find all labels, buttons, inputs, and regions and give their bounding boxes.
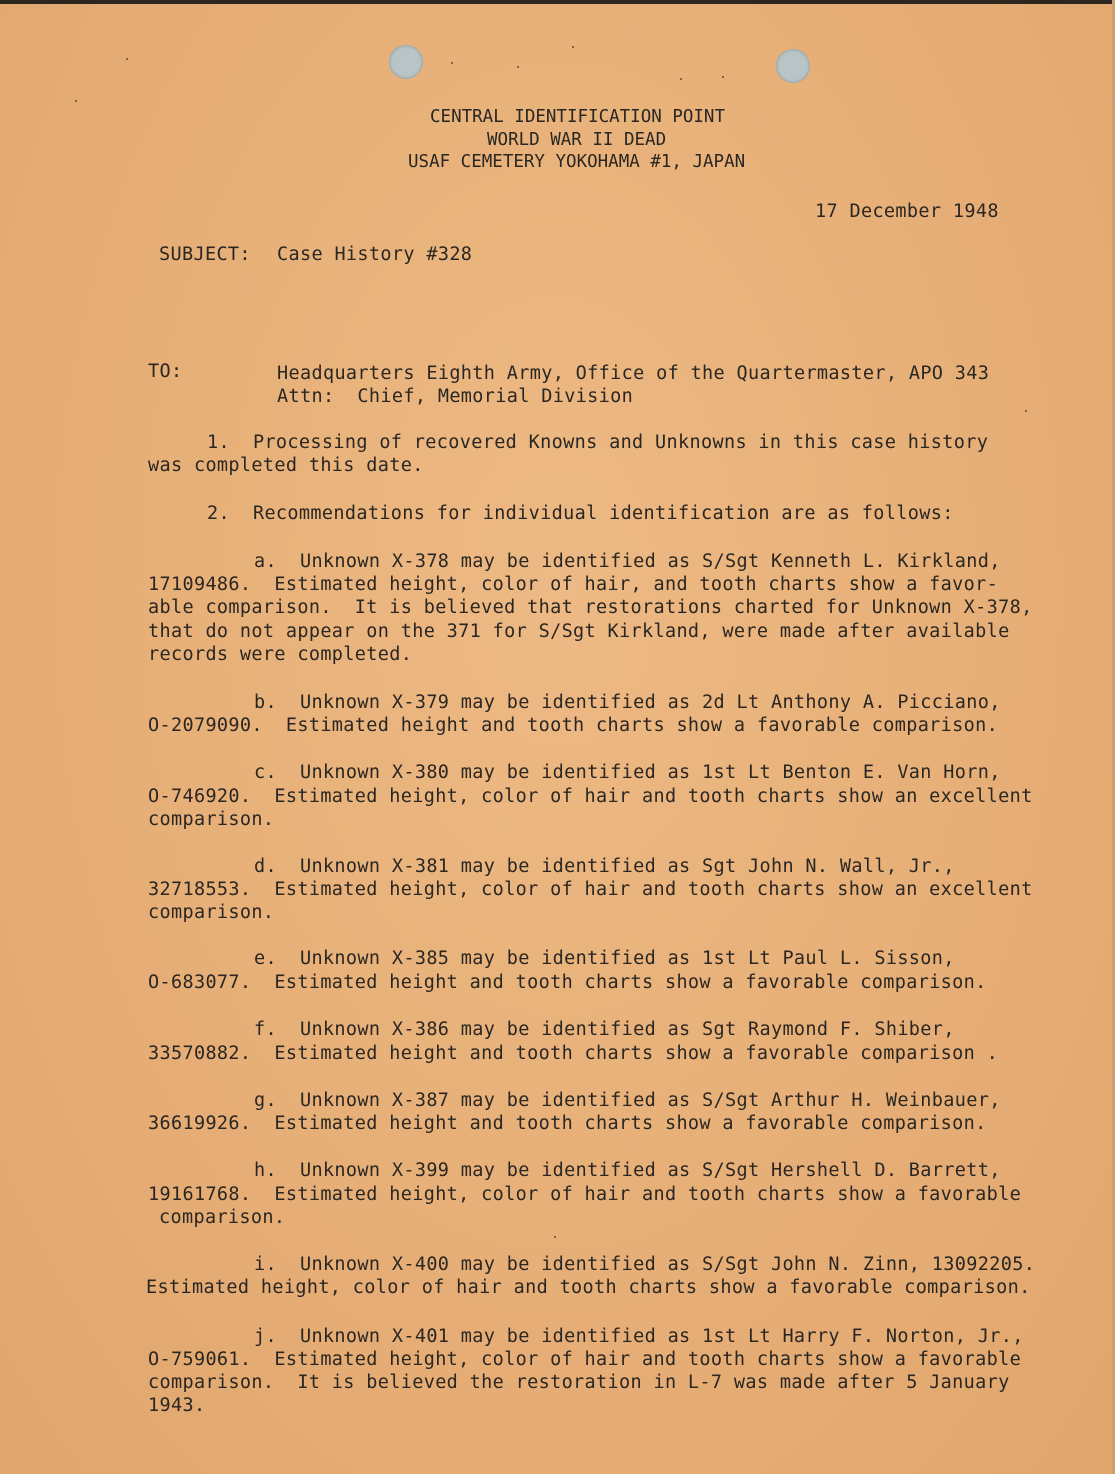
item-h-line-1: h. Unknown X-399 may be identified as S/Sgt Hershell D. Barrett, [254,1160,1001,1181]
subject-value: Case History #328 [277,244,473,265]
item-f-line-2: 33570882. Estimated height and tooth charts show a favorable comparison . [148,1043,999,1064]
to-address-line-1: Headquarters Eighth Army, Office of the Quartermaster, APO 343 [277,363,990,384]
item-h-line-3: comparison. [159,1207,286,1228]
item-i-line-2: Estimated height, color of hair and tooth charts show a favorable comparison. [146,1277,1031,1298]
speck [451,62,453,64]
punch-hole-right [776,49,810,83]
speck [572,46,574,48]
item-g-line-2: 36619926. Estimated height and tooth charts show a favorable comparison. [148,1113,987,1134]
punch-hole-left [389,45,423,79]
item-h-line-2: 19161768. Estimated height, color of hair and tooth charts show a favorable [148,1184,1022,1205]
item-d-line-2: 32718553. Estimated height, color of hair and tooth charts show an excellent [148,879,1033,900]
item-a-line-2: 17109486. Estimated height, color of hair, and tooth charts show a favor- [148,574,999,595]
speck [554,1236,556,1238]
subject-label: SUBJECT: [159,244,251,265]
speck [1025,410,1027,412]
item-a-line-1: a. Unknown X-378 may be identified as S/Sgt Kenneth L. Kirkland, [254,551,1001,572]
item-d-line-3: comparison. [148,902,275,923]
speck [517,66,519,68]
letterhead-line-3: USAF CEMETERY YOKOHAMA #1, JAPAN [408,152,746,172]
item-f-line-1: f. Unknown X-386 may be identified as Sgt Raymond F. Shiber, [254,1019,955,1040]
to-label: TO: [148,361,183,382]
item-j-line-4: 1943. [148,1395,206,1416]
letterhead-line-1: CENTRAL IDENTIFICATION POINT [430,107,726,127]
item-c-line-1: c. Unknown X-380 may be identified as 1st Lt Benton E. Van Horn, [254,762,1001,783]
item-d-line-1: d. Unknown X-381 may be identified as Sgt John N. Wall, Jr., [254,856,955,877]
speck [75,100,77,102]
item-i-line-1: i. Unknown X-400 may be identified as S/Sgt John N. Zinn, 13092205. [254,1254,1036,1275]
speck [680,78,682,80]
item-j-line-1: j. Unknown X-401 may be identified as 1st Lt Harry F. Norton, Jr., [254,1326,1024,1347]
paragraph-1-line-2: was completed this date. [148,455,424,476]
to-address-line-2: Attn: Chief, Memorial Division [277,386,634,407]
item-c-line-2: O-746920. Estimated height, color of hair and tooth charts show an excellent [148,786,1033,807]
item-c-line-3: comparison. [148,809,275,830]
item-j-line-3: comparison. It is believed the restoration in L-7 was made after 5 January [148,1372,1010,1393]
page-top-edge [0,0,1115,4]
speck [126,58,128,60]
paragraph-2: 2. Recommendations for individual identification are as follows: [207,503,954,524]
letterhead-line-2: WORLD WAR II DEAD [487,130,667,150]
item-b-line-2: O-2079090. Estimated height and tooth charts show a favorable comparison. [148,715,999,736]
item-a-line-5: records were completed. [148,644,413,665]
item-g-line-1: g. Unknown X-387 may be identified as S/Sgt Arthur H. Weinbauer, [254,1090,1001,1111]
item-j-line-2: O-759061. Estimated height, color of hair and tooth charts show a favorable [148,1349,1022,1370]
paragraph-1-line-1: 1. Processing of recovered Knowns and Unknowns in this case history [207,432,989,453]
speck [722,76,724,78]
item-e-line-1: e. Unknown X-385 may be identified as 1st Lt Paul L. Sisson, [254,948,955,969]
item-a-line-4: that do not appear on the 371 for S/Sgt Kirkland, were made after available [148,621,1010,642]
item-b-line-1: b. Unknown X-379 may be identified as 2d Lt Anthony A. Picciano, [254,692,1001,713]
item-e-line-2: O-683077. Estimated height and tooth charts show a favorable comparison. [148,972,987,993]
item-a-line-3: able comparison. It is believed that restorations charted for Unknown X-378, [148,597,1033,618]
document-date: 17 December 1948 [815,201,999,222]
